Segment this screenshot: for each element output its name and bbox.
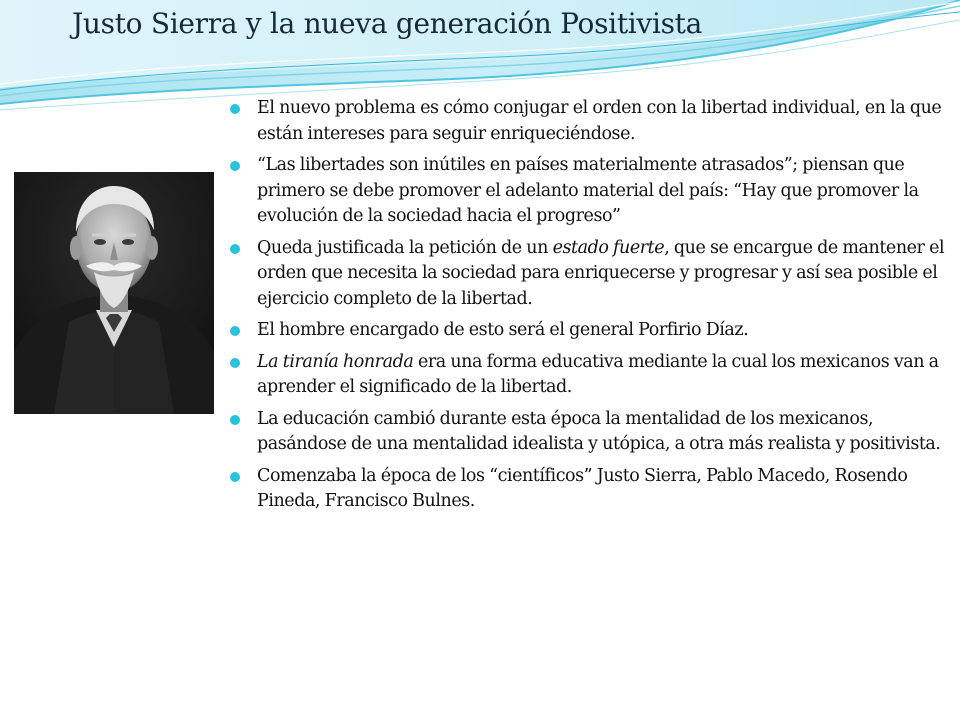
bullet-emphasis: La tiranía honrada — [257, 351, 414, 372]
bullet-dot-icon — [230, 104, 240, 114]
bullet-text-end: era una forma educativa mediante la cual los mexicanos van a aprender el significado de la libertad. — [257, 351, 939, 397]
slide-title: Justo Sierra y la nueva generación Positivista — [72, 7, 703, 40]
bullet-item — [230, 350, 946, 401]
bullet-item — [230, 236, 946, 313]
bullet-dot-icon — [230, 244, 240, 254]
bullet-text: El nuevo problema es cómo conjugar el orden con la libertad individual, en la que están intereses para seguir enriqueciéndose. — [257, 98, 942, 144]
bullet-list — [230, 96, 946, 521]
bullet-item — [230, 153, 946, 230]
bullet-item — [230, 96, 946, 147]
bullet-dot-icon — [230, 161, 240, 171]
bullet-item — [230, 464, 946, 515]
portrait-photo — [14, 172, 214, 414]
bullet-item — [230, 318, 946, 344]
bullet-dot-icon — [230, 415, 240, 425]
bullet-text-start: Queda justificada la petición de un — [257, 237, 553, 258]
bullet-item — [230, 407, 946, 458]
bullet-text-end: , que se encargue de mantener el orden que necesita la sociedad para enriquecerse y progresar y así sea posible el ejercicio completo de la libertad. — [257, 237, 945, 309]
bullet-dot-icon — [230, 472, 240, 482]
bullet-text: El hombre encargado de esto será el general Porfirio Díaz. — [257, 320, 749, 340]
bullet-text: Comenzaba la época de los “científicos” Justo Sierra, Pablo Macedo, Rosendo Pineda, Francisco Bulnes. — [257, 465, 908, 511]
bullet-emphasis: estado fuerte — [552, 237, 665, 258]
bullet-text: La educación cambió durante esta época la mentalidad de los mexicanos, pasándose de una mentalidad idealista y utópica, a otra más realista y positivista. — [257, 408, 941, 454]
bullet-dot-icon — [230, 326, 240, 336]
bullet-text: “Las libertades son inútiles en países materialmente atrasados”; piensan que primero se debe promover el adelanto material del país: “Hay que promover la evolución de la sociedad hacia el progreso” — [257, 155, 919, 226]
bullet-dot-icon — [230, 358, 240, 368]
